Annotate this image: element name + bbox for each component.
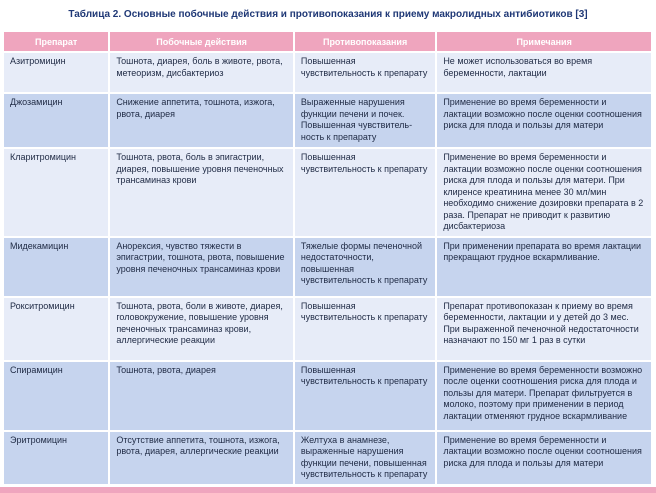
drug-name-cell: Рокситромицин bbox=[4, 298, 108, 360]
contraindications-cell: Желтуха в анамнезе, выраженные нарушения функции печени, повышенная чувствительность к препарату bbox=[295, 432, 435, 484]
contraindications-cell: Тяжелые формы печеночной недостаточности, повышенная чувствительность к препарату bbox=[295, 238, 435, 296]
drug-name-cell: Мидекамицин bbox=[4, 238, 108, 296]
contraindications-cell: Повышенная чувствительность к препарату bbox=[295, 149, 435, 236]
table-row bbox=[4, 362, 651, 430]
side-effects-cell: Отсутствие аппетита, тошнота, изжога, рвота, диарея, аллергические реакции bbox=[110, 432, 293, 484]
drug-name-cell: Эритромицин bbox=[4, 432, 108, 484]
column-header-side-effects: Побочные действия bbox=[110, 32, 293, 51]
notes-cell: При применении препарата во время лактации прекращают грудное вскармливание. bbox=[437, 238, 651, 296]
table-row bbox=[4, 432, 651, 484]
drug-name-cell: Азитромицин bbox=[4, 53, 108, 92]
notes-cell: Применение во время беременности и лактации возможно после оценки соотношения риска для плода и пользы для матери bbox=[437, 432, 651, 484]
drug-name-cell: Спирамицин bbox=[4, 362, 108, 430]
notes-cell: Препарат противопоказан к приему во время беременности, лактации и у детей до 3 мес. При выраженной печеночной недостаточности назначают по 150 мг 1 раз в сутки bbox=[437, 298, 651, 360]
notes-cell: Не может использоваться во время беременности, лактации bbox=[437, 53, 651, 92]
footer-bar bbox=[0, 487, 656, 493]
drug-name-cell: Кларитромицин bbox=[4, 149, 108, 236]
side-effects-cell: Тошнота, диарея, боль в животе, рвота, метеоризм, дисбактериоз bbox=[110, 53, 293, 92]
contraindications-cell: Повышенная чувствительность к препарату bbox=[295, 362, 435, 430]
table-row bbox=[4, 149, 651, 236]
table-title: Таблица 2. Основные побочные действия и противопоказания к приему макролидных антибиотиков [3] bbox=[68, 9, 588, 20]
notes-cell: Применение во время беременности и лактации возможно после оценки соотношения риска для плода и пользы для матери. При клиренсе креатинина менее 30 мл/мин необходимо снижение дозировки препарата в 2 раза. Препарат не приводит к развитию дисбактериоза bbox=[437, 149, 651, 236]
side-effects-cell: Анорексия, чувство тяжести в эпигастрии, тошнота, рвота, повышение уровня печеночных трансаминаз крови bbox=[110, 238, 293, 296]
side-effects-cell: Тошнота, рвота, боли в животе, диарея, головокружение, повышение уровня печеночных трансаминаз крови, аллергические реакции bbox=[110, 298, 293, 360]
contraindications-cell: Повышенная чувствительность к препарату bbox=[295, 298, 435, 360]
contraindications-cell: Выраженные нарушения функции печени и почек. Повышенная чувствитель-ность к препарату bbox=[295, 94, 435, 147]
contraindications-cell: Повышенная чувствительность к препарату bbox=[295, 53, 435, 92]
table-row bbox=[4, 53, 651, 92]
column-header-drug: Препарат bbox=[4, 32, 108, 51]
side-effects-cell: Тошнота, рвота, боль в эпигастрии, диарея, повышение уровня печеночных трансаминаз крови bbox=[110, 149, 293, 236]
table-row bbox=[4, 298, 651, 360]
column-header-contraindications: Противопоказания bbox=[295, 32, 435, 51]
notes-cell: Применение во время беременности возможно после оценки соотношения риска для плода и пользы для матери. Препарат фильтруется в молоко, поэтому при применении в период лактации отменяют грудное вскармливание bbox=[437, 362, 651, 430]
notes-cell: Применение во время беременности и лактации возможно после оценки соотношения риска для плода и пользы для матери bbox=[437, 94, 651, 147]
drug-table bbox=[2, 30, 653, 486]
table-row bbox=[4, 238, 651, 296]
side-effects-cell: Тошнота, рвота, диарея bbox=[110, 362, 293, 430]
column-header-notes: Примечания bbox=[437, 32, 651, 51]
header-row bbox=[4, 32, 651, 51]
drug-name-cell: Джозамицин bbox=[4, 94, 108, 147]
side-effects-cell: Снижение аппетита, тошнота, изжога, рвота, диарея bbox=[110, 94, 293, 147]
table-row bbox=[4, 94, 651, 147]
